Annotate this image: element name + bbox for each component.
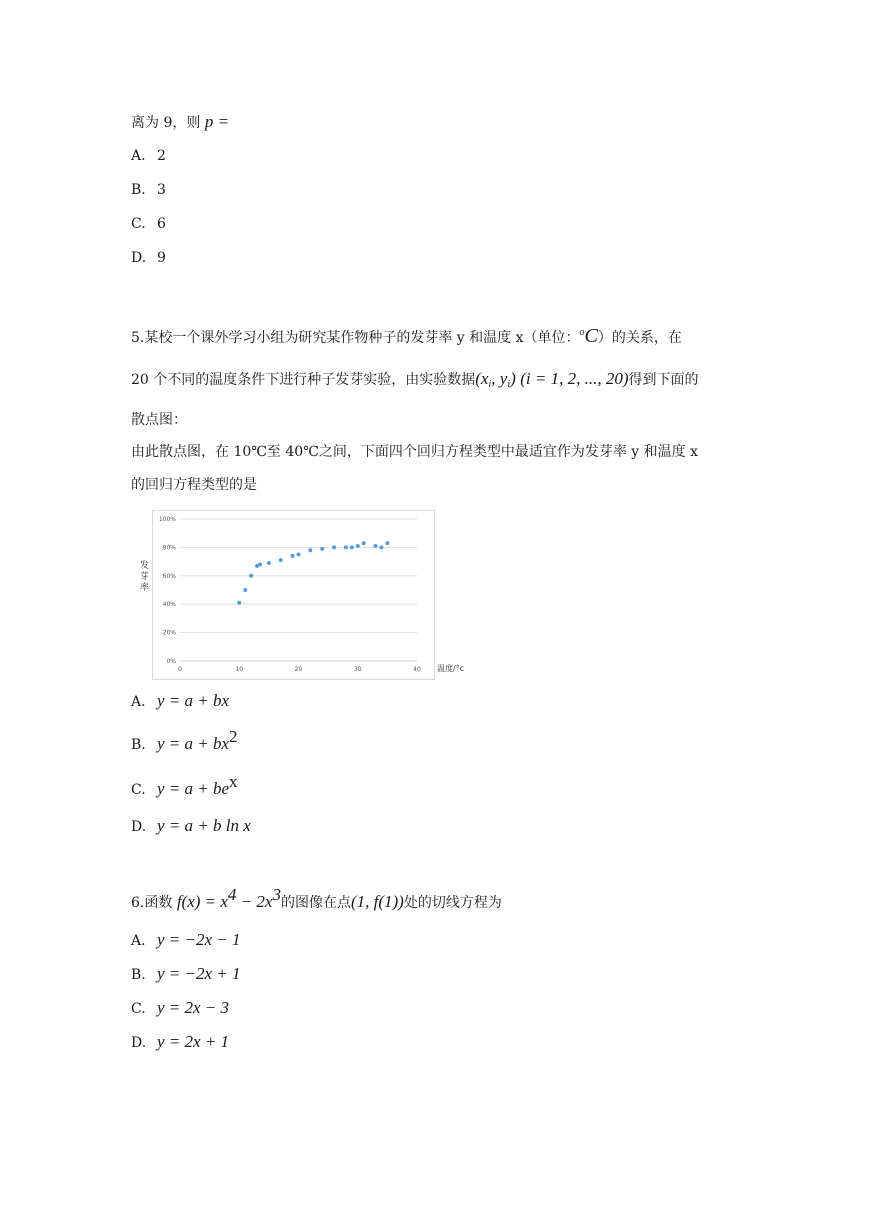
scatter-point (243, 588, 247, 592)
y-axis-label-char: 率 (140, 583, 150, 593)
scatter-point (344, 545, 348, 549)
celsius-letter: C (584, 325, 598, 347)
scatter-point (258, 562, 262, 566)
option-letter: A. (131, 933, 146, 949)
x-tick-label: 20 (294, 666, 303, 673)
y-axis-label (140, 559, 149, 593)
option-formula: y = −2x − 1 (157, 930, 241, 949)
option-letter: D. (131, 250, 147, 266)
option-formula: y = a + be (157, 779, 230, 798)
option-letter: C. (131, 1001, 146, 1017)
q5-line-4: 由此散点图，在 10℃至 40℃之间，下面四个回归方程类型中最适宜作为发芽率 y 和温度 x (131, 444, 699, 460)
x-tick-label: 30 (353, 666, 362, 673)
option-text: 6 (157, 216, 166, 232)
function-part: − 2x (236, 892, 273, 911)
q6-option-b (131, 964, 241, 985)
option-letter: A. (131, 148, 146, 164)
q5-option-b (131, 727, 238, 755)
option-letter: C. (131, 782, 146, 798)
q6-stem-part: 的图像在点 (280, 895, 351, 911)
y-tick-label: 60% (162, 572, 176, 580)
q4-tail-math: p = (204, 112, 230, 131)
y-tick-label: 40% (162, 601, 176, 609)
scatter-point (350, 545, 354, 549)
scatter-point (297, 553, 301, 557)
x-tick-label: 10 (235, 666, 244, 673)
q6-option-c (131, 998, 229, 1019)
q4-tail (131, 112, 229, 133)
q6-stem-part: 处的切线方程为 (403, 895, 502, 911)
q5-line-5: 的回归方程类型的是 (131, 477, 257, 493)
option-formula: y = a + bx (157, 734, 230, 753)
formula-exponent: x (229, 772, 238, 791)
q4-option-b (131, 180, 166, 200)
pair-close: ) (510, 369, 516, 388)
q6-option-a (131, 930, 241, 951)
celsius-unit (580, 327, 598, 346)
q6-point: (1, f(1)) (350, 892, 404, 911)
q5-stem-part: 5.某校一个课外学习小组为研究某作物种子的发芽率 y 和温度 x（单位： (131, 330, 580, 346)
scatter-point (379, 545, 383, 549)
scatter-point (249, 574, 253, 578)
scatter-chart (140, 510, 435, 680)
option-letter: B. (131, 737, 146, 753)
option-text: 3 (157, 182, 166, 198)
pair-open: (x (475, 369, 489, 388)
option-letter: A. (131, 694, 146, 710)
q5-line-2 (131, 369, 699, 390)
degree-mark: o (579, 327, 585, 338)
data-pair (475, 369, 516, 388)
q5-line-1 (131, 326, 682, 348)
function-part: f(x) = x (176, 892, 228, 911)
scatter-point (356, 544, 360, 548)
scatter-chart-svg (140, 511, 434, 679)
scatter-point (332, 545, 336, 549)
option-formula: y = −2x + 1 (157, 964, 241, 983)
x-tick-label: 40 (413, 666, 421, 673)
scatter-point (374, 544, 378, 548)
pair-mid: , y (491, 369, 508, 388)
x-tick-label: 0 (178, 666, 182, 673)
q5-line-3: 散点图： (131, 412, 187, 428)
subscript: i (488, 379, 492, 390)
q5-option-a (131, 691, 229, 712)
option-text: 2 (157, 148, 166, 164)
scatter-point (362, 541, 366, 545)
scatter-point (291, 554, 295, 558)
y-tick-label: 100% (158, 516, 176, 523)
subscript: i (507, 379, 511, 390)
q4-option-a (131, 146, 166, 166)
q6-option-d (131, 1032, 229, 1053)
option-letter: C. (131, 216, 146, 232)
q4-option-c (131, 214, 166, 234)
formula-exponent: 2 (229, 727, 238, 746)
q5-stem-part: ）的关系，在 (597, 330, 682, 346)
scatter-point (308, 548, 312, 552)
q6-stem (131, 885, 502, 913)
y-axis-label-char: 芽 (140, 572, 150, 582)
q5-option-d (131, 816, 251, 837)
option-letter: B. (131, 182, 146, 198)
scatter-point (385, 541, 389, 545)
option-formula: y = a + b ln x (157, 816, 251, 835)
q5-stem-part: 20 个不同的温度条件下进行种子发芽实验，由实验数据 (131, 372, 476, 388)
option-letter: B. (131, 967, 146, 983)
y-axis-label-char: 发 (140, 561, 150, 571)
option-formula: y = 2x + 1 (157, 1032, 230, 1051)
y-tick-label: 0% (166, 658, 176, 665)
exponent: 3 (272, 885, 281, 904)
q5-stem-part: 得到下面的 (628, 372, 699, 388)
y-tick-label: 20% (162, 629, 176, 637)
q6-function (176, 885, 281, 911)
scatter-point (320, 547, 324, 551)
option-formula: y = a + bx (157, 691, 230, 710)
option-letter: D. (131, 1035, 147, 1051)
option-formula: y = 2x − 3 (157, 998, 230, 1017)
scatter-point (267, 561, 271, 565)
q4-tail-text: 离为 9，则 (131, 115, 205, 131)
scatter-point (279, 558, 283, 562)
y-tick-label: 80% (162, 544, 176, 552)
q5-option-c (131, 772, 238, 800)
index-range: (i = 1, 2, ..., 20) (520, 369, 629, 388)
q6-stem-part: 6.函数 (131, 895, 177, 911)
exponent: 4 (227, 885, 237, 904)
scatter-point (237, 601, 241, 605)
x-axis-label: 温度/°c (437, 664, 465, 673)
q4-option-d (131, 248, 166, 268)
option-letter: D. (131, 819, 147, 835)
option-text: 9 (157, 250, 166, 266)
